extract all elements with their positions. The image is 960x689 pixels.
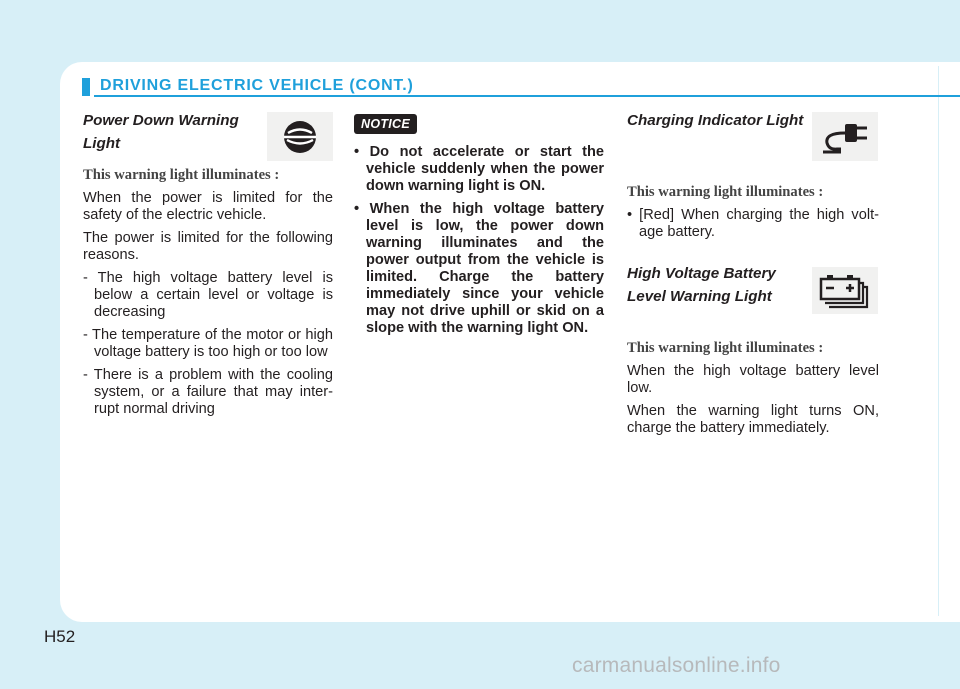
- charging-heading-block: [627, 112, 817, 135]
- reason-item-3: - There is a problem with the cooling system, or a failure that may inter-rupt normal driving: [83, 367, 333, 417]
- power-down-body: [83, 167, 333, 424]
- right-margin-rule: [938, 66, 939, 616]
- hv-illuminates: This warning light illuminates :: [627, 340, 824, 356]
- hv-para2: When the warning light turns ON, charge the battery immediately.: [627, 403, 879, 436]
- section-title: DRIVING ELECTRIC VEHICLE (CONT.): [100, 77, 414, 94]
- charging-heading: Charging Indicator Light: [627, 112, 804, 129]
- power-down-heading-line1: Power Down Warning: [83, 112, 239, 129]
- hv-body: [627, 340, 879, 443]
- hv-heading-line2: Level Warning Light: [627, 288, 772, 305]
- hv-heading-block: [627, 265, 807, 311]
- charging-illuminates: This warning light illuminates :: [627, 184, 824, 200]
- charging-bullet: • [Red] When charging the high volt-age battery.: [627, 207, 879, 240]
- header-accent-bar: [82, 78, 90, 96]
- plug-icon: [812, 112, 878, 161]
- header-rule: [94, 95, 960, 97]
- notice-bullet-2: • When the high voltage battery level is low, the power down warning illuminates and the power output from the vehicle is limited. Charge the battery immediately since your vehicle may not drive uphill or skid on a slope with the warning light ON.: [354, 201, 604, 336]
- notice-badge: NOTICE: [354, 114, 417, 134]
- watermark: carmanualsonline.info: [572, 654, 781, 677]
- turtle-icon: [267, 112, 333, 161]
- hv-heading-line1: High Voltage Battery: [627, 265, 776, 282]
- battery-icon: [812, 267, 878, 314]
- hv-para1: When the high voltage battery level low.: [627, 363, 879, 396]
- notice-bullet-1: • Do not accelerate or start the vehicle suddenly when the power down warning light is ON.: [354, 144, 604, 194]
- power-down-para1: When the power is limited for the safety of the electric vehicle.: [83, 190, 333, 223]
- reason-item-2: - The temperature of the motor or high voltage battery is too high or too low: [83, 327, 333, 360]
- power-down-para2: The power is limited for the following reasons.: [83, 230, 333, 263]
- notice-body: [354, 144, 604, 343]
- power-down-illuminates: This warning light illuminates :: [83, 167, 280, 183]
- reason-item-1: - The high voltage battery level is below a certain level or voltage is decreasing: [83, 270, 333, 320]
- charging-body: [627, 184, 879, 247]
- page-number: H52: [44, 627, 76, 646]
- power-down-heading-line2: Light: [83, 135, 121, 152]
